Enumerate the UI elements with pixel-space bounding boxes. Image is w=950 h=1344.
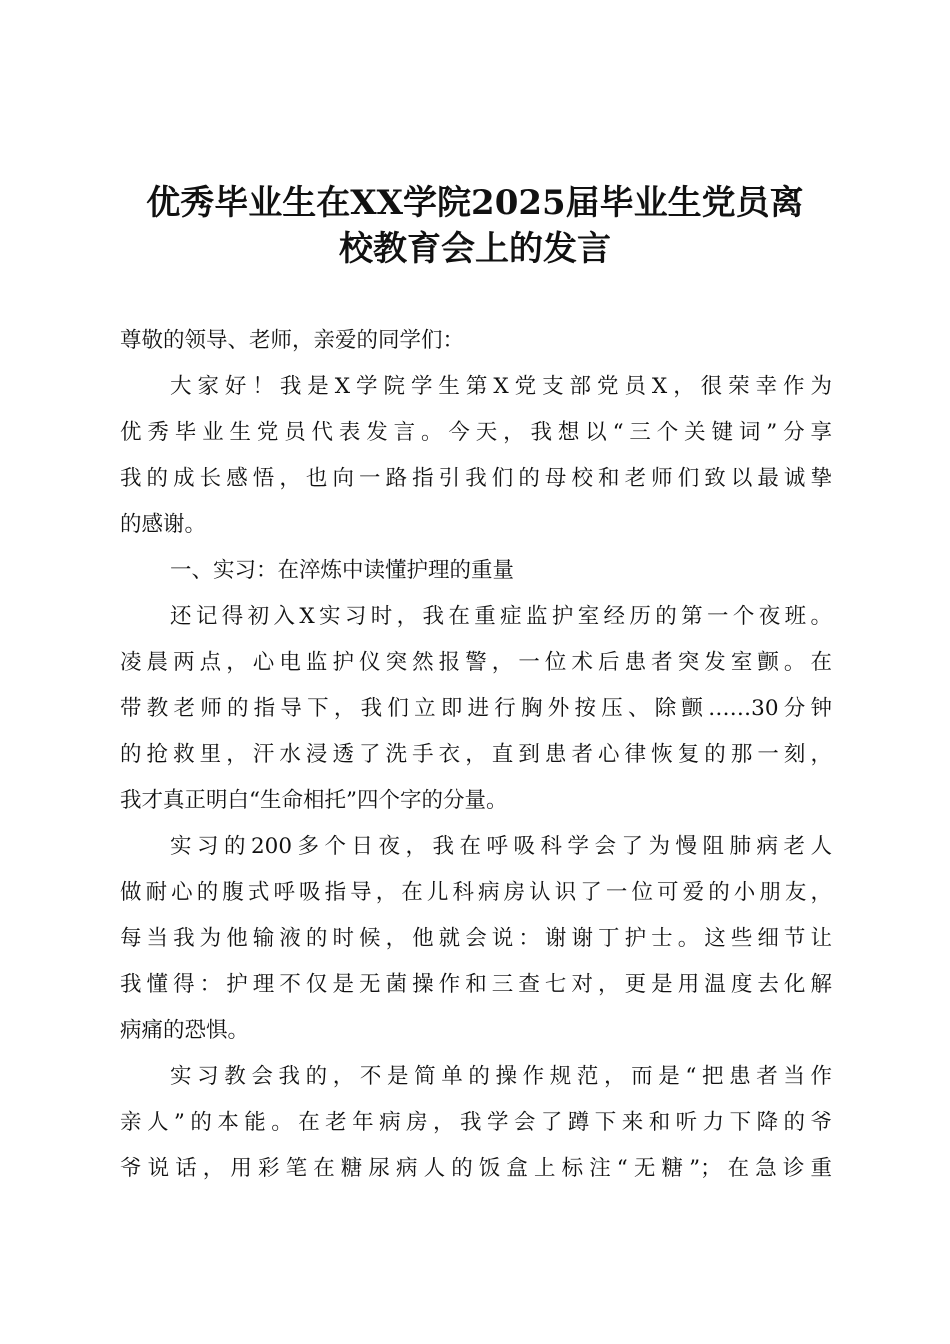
paragraph-line: 爷说话，用彩笔在糖尿病人的饭盒上标注“无糖”；在急诊重 xyxy=(120,1156,832,1181)
paragraph-line: 大家好！我是X学院学生第X党支部党员X，很荣幸作为 xyxy=(170,374,832,399)
section-heading-line: 一、实习：在淬炼中读懂护理的重量 xyxy=(170,558,515,583)
paragraph-line: 带教老师的指导下，我们立即进行胸外按压、除颤……30分钟 xyxy=(120,696,832,721)
paragraph-line: 病痛的恐惧。 xyxy=(120,1018,250,1043)
paragraph-internship-lessons xyxy=(120,1054,832,1192)
paragraph-line: 我的成长感悟，也向一路指引我们的母校和老师们致以最诚挚 xyxy=(120,466,832,491)
paragraph-line: 还记得初入X实习时，我在重症监护室经历的第一个夜班。 xyxy=(170,604,832,629)
paragraph-line: 亲人”的本能。在老年病房，我学会了蹲下来和听力下降的爷 xyxy=(120,1110,832,1135)
paragraph-line: 我懂得：护理不仅是无菌操作和三查七对，更是用温度去化解 xyxy=(120,972,832,997)
title-line: 优秀毕业生在XX学院2025届毕业生党员离 xyxy=(146,183,804,223)
intro-paragraph xyxy=(120,364,832,548)
paragraph-line: 凌晨两点，心电监护仪突然报警，一位术后患者突发室颤。在 xyxy=(120,650,832,675)
paragraph-line: 的感谢。 xyxy=(120,512,207,537)
paragraph-line: 的抢救里，汗水浸透了洗手衣，直到患者心律恢复的那一刻， xyxy=(120,742,832,767)
paragraph-internship-days xyxy=(120,824,832,1054)
salutation xyxy=(120,318,832,364)
paragraph-line: 优秀毕业生党员代表发言。今天，我想以“三个关键词”分享 xyxy=(120,420,832,445)
paragraph-line: 每当我为他输液的时候，他就会说：谢谢丁护士。这些细节让 xyxy=(120,926,832,951)
paragraph-internship-night xyxy=(120,594,832,824)
document-title xyxy=(110,180,840,272)
document-body xyxy=(120,318,832,1192)
section-heading xyxy=(120,548,832,594)
title-line: 校教育会上的发言 xyxy=(339,229,611,269)
paragraph-line: 实习教会我的，不是简单的操作规范，而是“把患者当作 xyxy=(170,1064,832,1089)
salutation-line: 尊敬的领导、老师，亲爱的同学们： xyxy=(120,328,465,353)
paragraph-line: 做耐心的腹式呼吸指导，在儿科病房认识了一位可爱的小朋友， xyxy=(120,880,832,905)
paragraph-line: 我才真正明白“生命相托”四个字的分量。 xyxy=(120,788,508,813)
paragraph-line: 实习的200多个日夜，我在呼吸科学会了为慢阻肺病老人 xyxy=(170,834,832,859)
